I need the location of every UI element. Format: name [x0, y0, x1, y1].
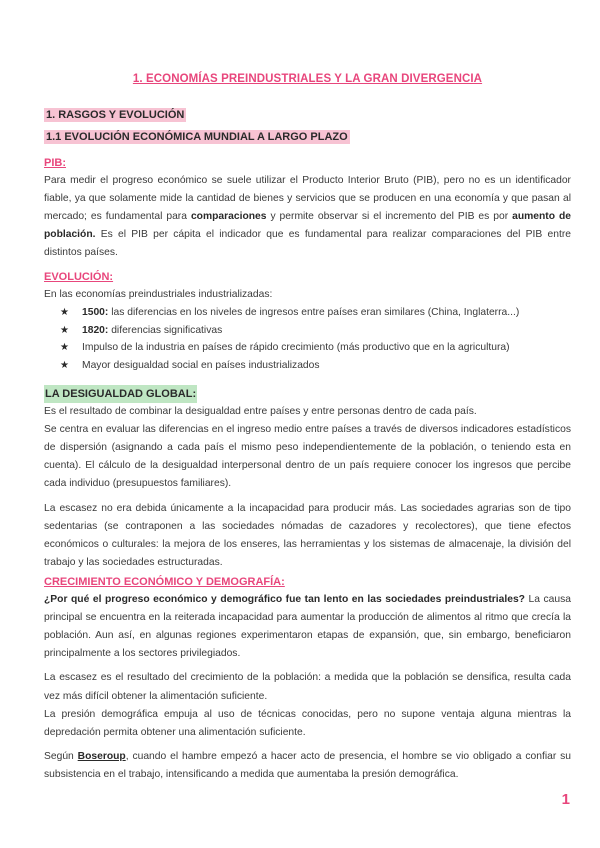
list-item: ★ 1500: las diferencias en los niveles de ingresos entre países eran similares (China, Inglaterra...): [44, 304, 571, 322]
crecimiento-title: CRECIMIENTO ECONÓMICO Y DEMOGRAFÍA:: [44, 576, 285, 588]
star-bullet-icon: ★: [60, 307, 69, 319]
evolucion-title: EVOLUCIÓN:: [44, 271, 114, 283]
desigualdad-p2: Se centra en evaluar las diferencias en el ingreso medio entre países a través de diversos indicadores estadísticos de dispersión (asignando a cada país el mismo peso independientemente de la población, o teniendo esta en cuenta). El cálculo de la desigualdad interpersonal dentro de un país requiere conocer los ingresos que percibe cada individuo (presupuestos familiares).: [44, 424, 571, 490]
pib-title: PIB:: [44, 157, 66, 169]
document-title: 1. ECONOMÍAS PREINDUSTRIALES Y LA GRAN DIVERGENCIA: [132, 73, 483, 85]
desigualdad-p3: La escasez no era debida únicamente a la incapacidad para producir más. Las sociedades agrarias son de tipo sedentarias (se contraponen a las sociedades nómadas de cazadores y recolectores), que tiene efectos económicos o culturales: la mejora de los enseres, las herramientas y los sistemas de almacenaje, la división del trabajo y las sociedades estructuradas.: [44, 502, 571, 568]
crecimiento-p4: Según Boseroup, cuando el hambre empezó a hacer acto de presencia, el hombre se vio obligado a confiar su subsistencia en el trabajo, intensificando a medida que aumentaba la presión demográfica.: [44, 750, 572, 780]
evolucion-intro: En las economías preindustriales industrializadas:: [44, 289, 273, 301]
crecimiento-p2: La escasez es el resultado del crecimiento de la población: a medida que la población se densifica, resulta cada vez más difícil obtener la alimentación suficiente.: [44, 672, 571, 702]
desigualdad-p1: Es el resultado de combinar la desigualdad entre países y entre personas dentro de cada país.: [44, 406, 477, 418]
page-number: 1: [561, 791, 570, 808]
desigualdad-section: [44, 385, 571, 572]
star-bullet-icon: ★: [60, 359, 69, 371]
evolucion-list: [44, 304, 571, 374]
crecimiento-p3: La presión demográfica empuja al uso de técnicas conocidas, pero no supone ventaja alguna mientras la depredación permita obtener una alimentación suficiente.: [44, 708, 571, 738]
desigualdad-title: LA DESIGUALDAD GLOBAL:: [44, 385, 197, 403]
star-bullet-icon: ★: [60, 342, 69, 354]
subsection-heading: 1.1 EVOLUCIÓN ECONÓMICA MUNDIAL A LARGO PLAZO: [46, 131, 348, 143]
crecimiento-p1: ¿Por qué el progreso económico y demográfico fue tan lento en las sociedades preindustriales? La causa principal se encuentra en la reiterada incapacidad para aumentar la producción de alimentos al ritmo que crecía la población. Aun así, en algunas regiones experimentaron etapas de expansión, que, sin embargo, beneficiaron principalmente a los sectores privilegiados.: [44, 594, 571, 660]
evolucion-section: [44, 268, 571, 374]
star-bullet-icon: ★: [60, 324, 69, 336]
list-item: ★ 1820: diferencias significativas: [44, 322, 571, 340]
pib-paragraph: Para medir el progreso económico se suele utilizar el Producto Interior Bruto (PIB), pero no es un identificador fiable, ya que solamente mide la cantidad de bienes y servicios que se producen en una economía y que pasan al mercado; es fundamental para comparaciones y permite observar si el incremento del PIB es por aumento de población. Es el PIB per cápita el indicador que es fundamental para realizar comparaciones del PIB entre distintos países.: [44, 175, 571, 259]
list-item: ★ Mayor desigualdad social en países industrializados: [44, 357, 571, 375]
section-heading: 1. RASGOS Y EVOLUCIÓN: [46, 109, 185, 121]
list-item: ★ Impulso de la industria en países de rápido crecimiento (más productivo que en la agricultura): [44, 339, 571, 357]
crecimiento-section: [44, 573, 571, 784]
pib-section: [44, 154, 571, 263]
